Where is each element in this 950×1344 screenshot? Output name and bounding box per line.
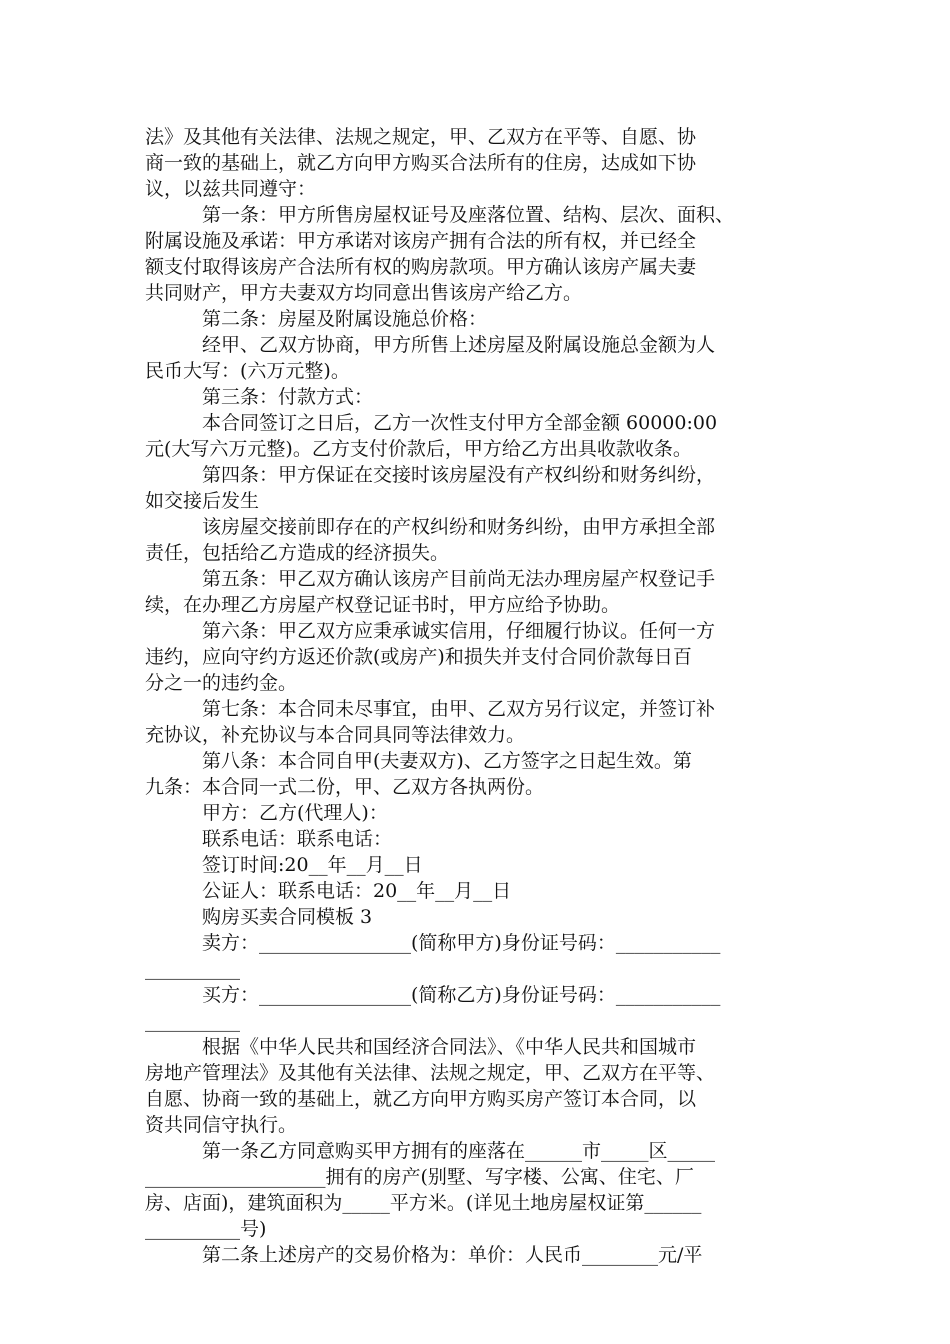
clause-4: 第四条：甲方保证在交接时该房屋没有产权纠纷和财务纠纷， — [202, 464, 716, 486]
clause-1-b: 第一条乙方同意购买甲方拥有的座落在______市_____区_____ — [202, 1140, 716, 1162]
text-line: 如交接后发生 — [145, 490, 260, 512]
text-line: 九条：本合同一式二份，甲、乙双方各执两份。 — [145, 776, 545, 798]
text-line: 附属设施及承诺：甲方承诺对该房产拥有合法的所有权，并已经全 — [145, 230, 697, 252]
text-line: 充协议，补充协议与本合同具同等法律效力。 — [145, 724, 526, 746]
text-line: 议，以兹共同遵守： — [145, 178, 317, 200]
text-line: 民币大写：(六万元整)。 — [145, 360, 350, 382]
text-line: 商一致的基础上，就乙方向甲方购买合法所有的住房，达成如下协 — [145, 152, 697, 174]
text-line: 续，在办理乙方房屋产权登记证书时，甲方应给予协助。 — [145, 594, 621, 616]
text-line: 法》及其他有关法律、法规之规定，甲、乙双方在平等、自愿、协 — [145, 126, 697, 148]
clause-2: 第二条：房屋及附属设施总价格： — [202, 308, 488, 330]
text-line: 房地产管理法》及其他有关法律、法规之规定，甲、乙双方在平等、 — [145, 1062, 716, 1084]
clause-6: 第六条：甲乙双方应秉承诚实信用，仔细履行协议。任何一方 — [202, 620, 716, 642]
clause-5: 第五条：甲乙双方确认该房产目前尚无法办理房屋产权登记手 — [202, 568, 716, 590]
buyer-line: 买方：________________(简称乙方)身份证号码：___________ — [202, 984, 721, 1006]
text-line: 该房屋交接前即存在的产权纠纷和财务纠纷，由甲方承担全部 — [202, 516, 716, 538]
sign-date-line: 签订时间:20__年__月__日 — [202, 854, 423, 876]
seller-line-cont: __________ — [145, 958, 240, 980]
notary-line: 公证人：联系电话：20__年__月__日 — [202, 880, 512, 902]
clause-3: 第三条：付款方式： — [202, 386, 374, 408]
clause-7: 第七条：本合同未尽事宜，由甲、乙双方另行议定，并签订补 — [202, 698, 716, 720]
text-line: 责任，包括给乙方造成的经济损失。 — [145, 542, 450, 564]
text-line: 元(大写六万元整)。乙方支付价款后，甲方给乙方出具收款收条。 — [145, 438, 692, 460]
buyer-line-cont: __________ — [145, 1010, 240, 1032]
text-line: 分之一的违约金。 — [145, 672, 298, 694]
clause-2-b: 第二条上述房产的交易价格为：单价：人民币________元/平 — [202, 1244, 703, 1266]
text-line: 自愿、协商一致的基础上，就乙方向甲方购买房产签订本合同，以 — [145, 1088, 697, 1110]
text-line: __________号) — [145, 1218, 267, 1240]
phone-line: 联系电话：联系电话： — [202, 828, 393, 850]
text-line: 本合同签订之日后，乙方一次性支付甲方全部金额 60000:00 — [202, 412, 718, 434]
clause-8: 第八条：本合同自甲(夫妻双方)、乙方签字之日起生效。第 — [202, 750, 692, 772]
template-heading: 购房买卖合同模板 3 — [202, 906, 373, 928]
seller-line: 卖方：________________(简称甲方)身份证号码：___________ — [202, 932, 721, 954]
party-line: 甲方：乙方(代理人)： — [202, 802, 388, 824]
text-line: 房、店面)，建筑面积为_____平方米。(详见土地房屋权证第______ — [145, 1192, 702, 1214]
text-line: ___________________拥有的房产(别墅、写字楼、公寓、住宅、厂 — [145, 1166, 694, 1188]
text-line: 资共同信守执行。 — [145, 1114, 298, 1136]
text-line: 共同财产，甲方夫妻双方均同意出售该房产给乙方。 — [145, 282, 583, 304]
text-line: 违约，应向守约方返还价款(或房产)和损失并支付合同价款每日百 — [145, 646, 692, 668]
text-line: 额支付取得该房产合法所有权的购房款项。甲方确认该房产属夫妻 — [145, 256, 697, 278]
preamble: 根据《中华人民共和国经济合同法》、《中华人民共和国城市 — [202, 1036, 697, 1058]
text-line: 经甲、乙双方协商，甲方所售上述房屋及附属设施总金额为人 — [202, 334, 716, 356]
clause-1: 第一条：甲方所售房屋权证号及座落位置、结构、层次、面积、 — [202, 204, 735, 226]
